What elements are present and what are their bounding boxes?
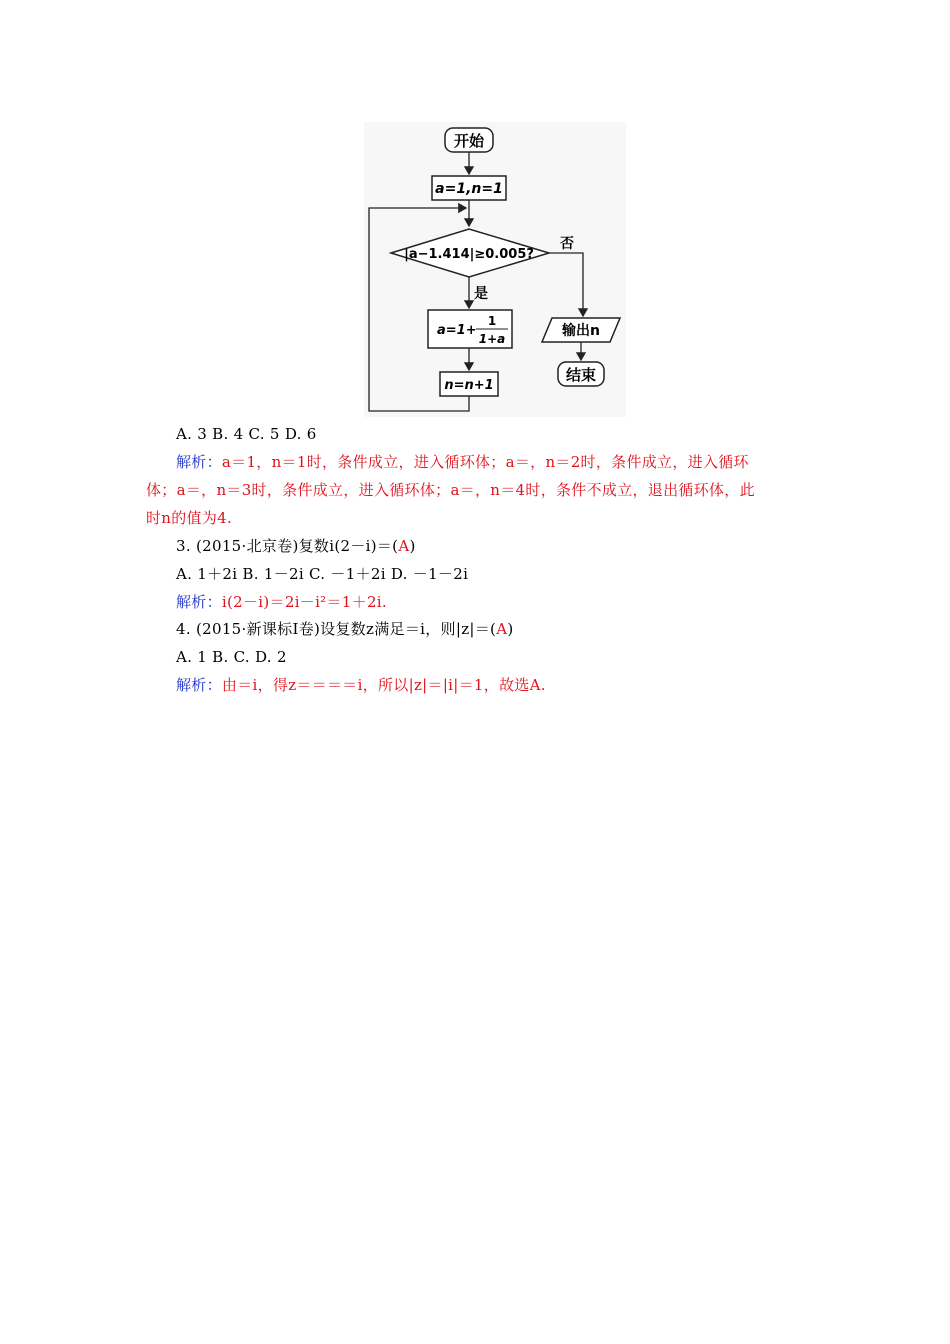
flow-yes-label: 是: [474, 286, 488, 302]
q4-stem: [146, 619, 514, 639]
q2-analysis-text1: a＝1，n＝1时，条件成立，进入循环体；a＝，n＝2时，条件成立，进入循环: [221, 453, 749, 471]
flow-step2-text: n=n+1: [444, 378, 494, 393]
flowchart: [364, 122, 626, 417]
q2-analysis-line3: 时n的值为4.: [146, 509, 233, 527]
flow-init-text: a=1,n=1: [435, 181, 503, 197]
flow-no-label: 否: [560, 236, 574, 252]
flow-condition-text: |a−1.414|≥0.005?: [404, 247, 534, 262]
q3-analysis-text: i(2－i)＝2i－i²＝1＋2i.: [221, 593, 387, 611]
q3-answer: A: [398, 537, 410, 555]
flow-end-text: 结束: [565, 366, 597, 384]
q4-analysis: [146, 675, 546, 695]
flow-step1-lhs: a=1+: [437, 323, 477, 338]
q2-analysis-line1: [146, 452, 749, 472]
q3-options: A. 1＋2i B. 1－2i C. －1＋2i D. －1－2i: [176, 565, 469, 583]
q4-stem-end: ): [507, 620, 514, 638]
q4-analysis-label: 解析：: [176, 676, 222, 694]
flowchart-svg: [364, 122, 626, 417]
flow-output-text: 输出n: [562, 323, 600, 339]
flow-step1-num: 1: [487, 314, 497, 328]
flow-step1-den: 1+a: [478, 332, 506, 346]
q4-stem-text: 4. (2015·新课标Ⅰ卷)设复数z满足＝i，则|z|＝(: [176, 620, 497, 638]
q3-analysis-label: 解析：: [176, 593, 222, 611]
q2-analysis-label: 解析：: [176, 453, 222, 471]
q4-options: A. 1 B. C. D. 2: [176, 648, 287, 666]
q3-stem: [146, 536, 416, 556]
q3-stem-text: 3. (2015·北京卷)复数i(2－i)＝(: [176, 537, 399, 555]
q3-stem-end: ): [409, 537, 416, 555]
q2-options: A. 3 B. 4 C. 5 D. 6: [176, 425, 317, 443]
q4-answer: A: [496, 620, 508, 638]
q4-analysis-text: 由＝i，得z＝＝＝＝i，所以|z|＝|i|＝1，故选A.: [221, 676, 546, 694]
flow-start-text: 开始: [453, 132, 485, 150]
q3-analysis: [146, 592, 387, 612]
q2-analysis-line2: 体；a＝，n＝3时，条件成立，进入循环体；a＝，n＝4时，条件不成立，退出循环体，此: [146, 481, 755, 499]
